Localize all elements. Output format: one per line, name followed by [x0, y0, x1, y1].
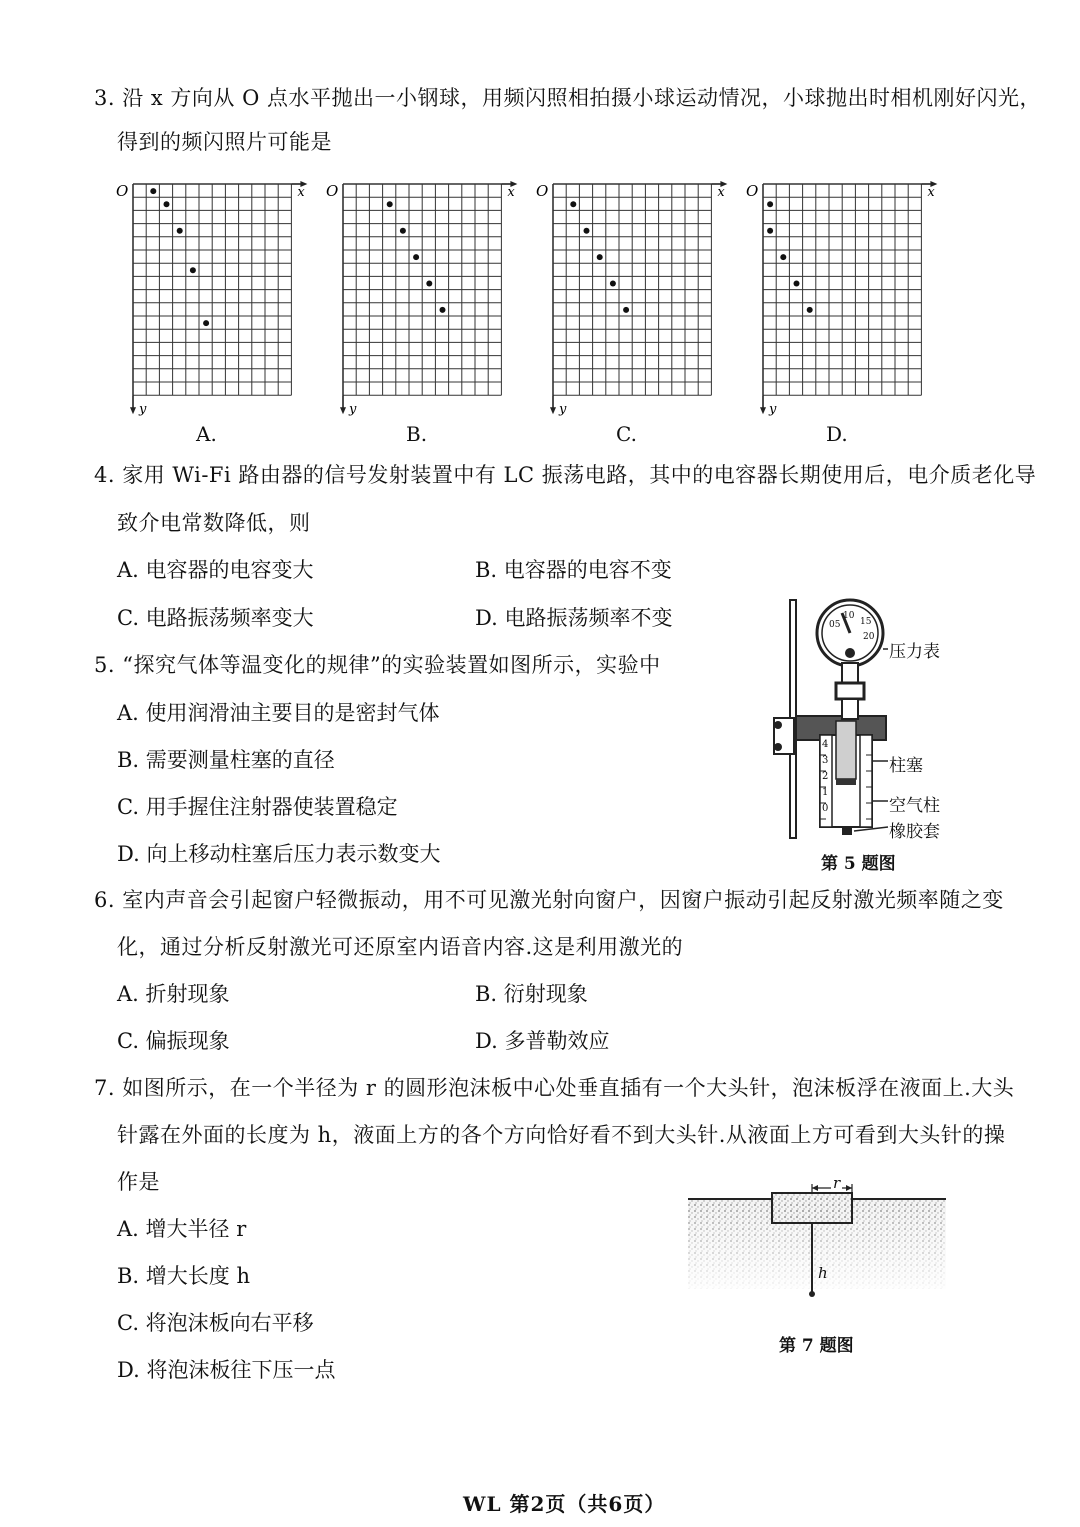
page-footer: WL 第2页（共6页） [463, 1492, 666, 1516]
plunger-label: 柱塞 [889, 756, 923, 776]
q4-option-a: A. 电容器的电容变大 [117, 558, 314, 582]
ball-position-dot [794, 281, 800, 287]
q3-stem-line2: 得到的频闪照片可能是 [117, 130, 332, 154]
grid-a [113, 174, 313, 419]
q7-option-d: D. 将泡沫板往下压一点 [117, 1358, 336, 1382]
origin-label: O [536, 182, 549, 200]
grid-c [533, 174, 733, 419]
ball-position-dot [767, 228, 773, 234]
q7-figure-caption: 第 7 题图 [779, 1336, 854, 1356]
ball-position-dot [150, 188, 156, 194]
y-arrowhead [760, 407, 766, 414]
rubber-cap-label: 橡胶套 [889, 822, 940, 842]
gauge-tick-05: 05 [829, 620, 841, 630]
y-axis-label: y [769, 402, 777, 418]
q6-option-d: D. 多普勒效应 [475, 1029, 610, 1053]
q7-stem-line3: 作是 [117, 1170, 160, 1194]
q7-stem-line2: 针露在外面的长度为 h，液面上方的各个方向恰好看不到大头针.从液面上方可看到大头针的操 [117, 1123, 1006, 1147]
scale-2: 2 [822, 771, 829, 782]
q7-stem-line1: 7. 如图所示，在一个半径为 r 的圆形泡沫板中心处垂直插有一个大头针，泡沫板浮在液面上.大头 [94, 1076, 1015, 1100]
ball-position-dot [426, 281, 432, 287]
gauge-tick-20: 20 [863, 632, 875, 642]
gauge-tick-10: 10 [843, 611, 855, 621]
q7-foam-pin-figure [688, 1180, 950, 1310]
q6-option-a: A. 折射现象 [117, 982, 230, 1006]
ball-position-dot [177, 228, 183, 234]
ball-position-dot [610, 281, 616, 287]
q5-option-a: A. 使用润滑油主要目的是密封气体 [117, 701, 440, 725]
ball-position-dot [597, 254, 603, 260]
ball-position-dot [780, 254, 786, 260]
origin-label: O [326, 182, 339, 200]
grid-option-label: B. [406, 422, 428, 446]
ball-position-dot [807, 307, 813, 313]
q5-option-c: C. 用手握住注射器使装置稳定 [117, 795, 398, 819]
ball-position-dot [190, 267, 196, 273]
origin-label: O [746, 182, 759, 200]
ball-position-dot [203, 320, 209, 326]
y-arrowhead [550, 407, 556, 414]
y-axis-label: y [139, 402, 147, 418]
ball-position-dot [623, 307, 629, 313]
grid-b [323, 174, 523, 419]
scale-4: 4 [822, 739, 829, 750]
q6-option-b: B. 衍射现象 [475, 982, 588, 1006]
q6-stem-line1: 6. 室内声音会引起窗户轻微振动，用不可见激光射向窗户，因窗户振动引起反射激光频率随之变 [94, 888, 1004, 912]
ball-position-dot [164, 201, 170, 207]
q4-option-c: C. 电路振荡频率变大 [117, 606, 314, 630]
q5-option-d: D. 向上移动柱塞后压力表示数变大 [117, 842, 441, 866]
q7-option-b: B. 增大长度 h [117, 1264, 250, 1288]
ball-position-dot [400, 228, 406, 234]
x-axis-label: x [507, 185, 515, 200]
q5-option-b: B. 需要测量柱塞的直径 [117, 748, 335, 772]
ball-position-dot [387, 201, 393, 207]
q7-option-c: C. 将泡沫板向右平移 [117, 1311, 314, 1335]
q4-stem-line1: 4. 家用 Wi-Fi 路由器的信号发射装置中有 LC 振荡电路，其中的电容器长期使用后，电介质老化导 [94, 463, 1037, 487]
q4-stem-line2: 致介电常数降低，则 [117, 511, 311, 535]
q6-stem-line2: 化，通过分析反射激光可还原室内语音内容.这是利用激光的 [117, 935, 684, 959]
ball-position-dot [584, 228, 590, 234]
pressure-gauge-label: 压力表 [889, 642, 940, 662]
air-column-label: 空气柱 [889, 796, 940, 816]
q6-option-c: C. 偏振现象 [117, 1029, 230, 1053]
length-h-label: h [818, 1264, 828, 1282]
scale-1: 1 [822, 787, 829, 798]
ball-position-dot [767, 201, 773, 207]
y-arrowhead [130, 407, 136, 414]
gauge-tick-15: 15 [860, 617, 872, 627]
ball-position-dot [570, 201, 576, 207]
q4-option-d: D. 电路振荡频率不变 [475, 606, 673, 630]
x-axis-label: x [717, 185, 725, 200]
q5-stem-line1: 5. “探究气体等温变化的规律”的实验装置如图所示，实验中 [94, 653, 661, 677]
y-axis-label: y [559, 402, 567, 418]
x-axis-label: x [297, 185, 305, 200]
ball-position-dot [413, 254, 419, 260]
syringe-scale-left [822, 737, 828, 817]
scale-0: 0 [822, 803, 829, 814]
q4-option-b: B. 电容器的电容不变 [475, 558, 672, 582]
y-axis-label: y [349, 402, 357, 418]
q3-grid-figures [0, 0, 1080, 460]
y-arrowhead [340, 407, 346, 414]
x-axis-label: x [927, 185, 935, 200]
q5-figure-caption: 第 5 题图 [821, 854, 896, 874]
grid-option-label: A. [196, 422, 217, 446]
grid-option-label: D. [826, 422, 848, 446]
grid-option-label: C. [616, 422, 637, 446]
ball-position-dot [440, 307, 446, 313]
grid-d [743, 174, 943, 419]
radius-r-label: r [833, 1174, 841, 1192]
scale-3: 3 [822, 755, 829, 766]
q3-stem-line1: 3. 沿 x 方向从 O 点水平抛出一小钢球，用频闪照相拍摄小球运动情况，小球抛出时相机刚好闪光， [94, 86, 1041, 110]
origin-label: O [116, 182, 129, 200]
q7-option-a: A. 增大半径 r [117, 1217, 247, 1241]
